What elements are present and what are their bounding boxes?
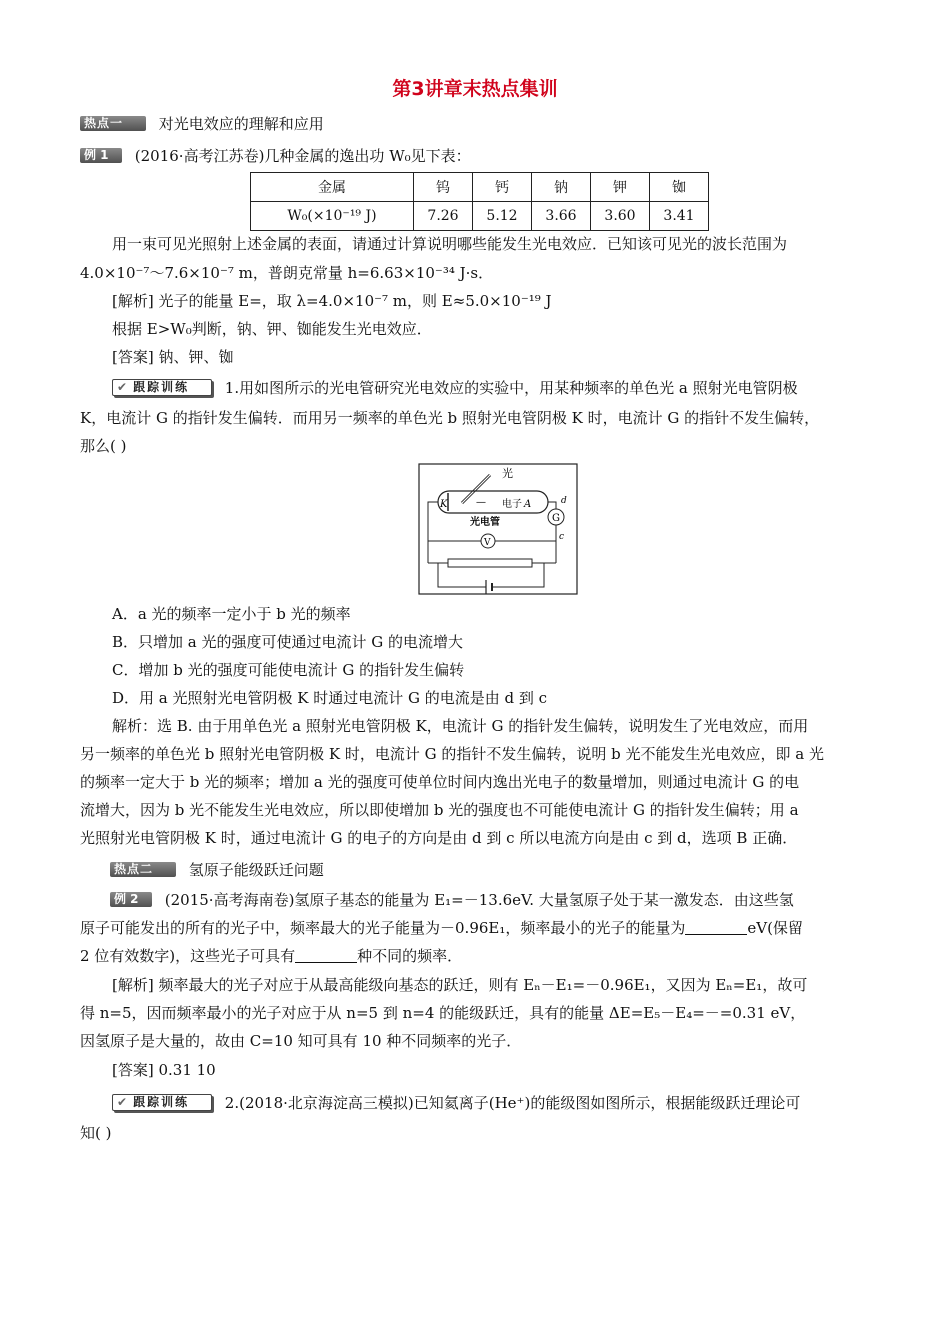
training-text: 那么( ) [80, 437, 127, 455]
galvanometer-label: G [552, 513, 560, 524]
hot-point-heading: 氢原子能级跃迁问题 [188, 861, 324, 879]
table-cell: W₀(×10⁻¹⁹ J) [251, 202, 414, 231]
training-badge: ✔ 跟踪训练 [112, 379, 212, 396]
answer-blank [685, 920, 747, 935]
solution-line: [解析] 频率最大的光子对应于从最高能级向基态的跃迁，则有 Eₙ－E₁=－0.96E₁，又因为 Eₙ=E₁，故可 [112, 976, 808, 994]
example-text-part: 种不同的频率． [357, 947, 463, 965]
voltmeter-label: V [484, 538, 491, 548]
table-cell: 3.41 [650, 202, 709, 231]
training-badge: ✔ 跟踪训练 [112, 1094, 212, 1111]
table-cell: 3.60 [591, 202, 650, 231]
cathode-label: K [440, 499, 448, 510]
work-function-table [250, 172, 709, 231]
table-row [251, 173, 709, 202]
solution-line: 解析：选 B. 由于用单色光 a 照射光电管阴极 K，电流计 G 的指针发生偏转，说明发生了光电效应，而用 [112, 717, 809, 735]
example-2-stem [110, 890, 794, 910]
node-d-label: d [561, 496, 567, 506]
answer-line: [答案] 0.31 10 [112, 1061, 216, 1079]
hot-point-1 [80, 114, 324, 134]
training-text: K，电流计 G 的指针发生偏转．而用另一频率的单色光 b 照射光电管阴极 K 时，电流计 G 的指针不发生偏转， [80, 409, 820, 427]
hot-point-2 [110, 860, 324, 880]
option-c: C．增加 b 光的强度可能使电流计 G 的指针发生偏转 [112, 661, 465, 679]
table-cell: 铷 [650, 173, 709, 202]
hot-point-badge: 热点一 [80, 116, 146, 131]
table-cell: 钠 [532, 173, 591, 202]
hot-point-heading: 对光电效应的理解和应用 [158, 115, 324, 133]
example-stem: (2015·高考海南卷)氢原子基态的能量为 E₁=－13.6eV. 大量氢原子处于某一激发态．由这些氢 [164, 891, 794, 909]
answer-blank [295, 948, 357, 963]
option-b: B．只增加 a 光的强度可使通过电流计 G 的电流增大 [112, 633, 464, 651]
example-text-part: 原子可能发出的所有的光子中，频率最大的光子能量为－0.96E₁，频率最小的光子的能量为 [80, 919, 686, 937]
solution-line: [解析] 光子的能量 E=，取 λ=4.0×10⁻⁷ m，则 E≈5.0×10⁻¹⁹ J [112, 292, 552, 310]
example-1-stem [80, 146, 471, 166]
light-label: 光 [502, 467, 513, 480]
question-line: 4.0×10⁻⁷～7.6×10⁻⁷ m，普朗克常量 h=6.63×10⁻³⁴ J·s． [80, 264, 494, 282]
answer-line: [答案] 钠、钾、铷 [112, 348, 234, 366]
table-row [251, 202, 709, 231]
example-stem: (2016·高考江苏卷)几种金属的逸出功 W₀见下表： [134, 147, 471, 165]
table-cell: 钨 [414, 173, 473, 202]
table-cell: 金属 [251, 173, 414, 202]
solution-line: 光照射光电管阴极 K 时，通过电流计 G 的电子的方向是由 d 到 c 所以电流方向是由 c 到 d，选项 B 正确． [80, 829, 798, 847]
solution-line: 的频率一定大于 b 光的频率；增加 a 光的强度可使单位时间内逸出光电子的数量增加，则通过电流计 G 的电 [80, 773, 800, 791]
solution-line: 另一频率的单色光 b 照射光电管阴极 K 时，电流计 G 的指针不发生偏转，说明 b 光不能发生光电效应，即 a 光 [80, 745, 825, 763]
table-cell: 钾 [591, 173, 650, 202]
training-1-line [112, 378, 798, 398]
question-line: 用一束可见光照射上述金属的表面，请通过计算说明哪些能发生光电效应．已知该可见光的波长范围为 [112, 235, 788, 253]
solution-line: 根据 E>W₀判断，钠、钾、铷能发生光电效应． [112, 320, 432, 338]
solution-line: 得 n=5，因而频率最小的光子对应于从 n=5 到 n=4 的能级跃迁，具有的能量 ΔE=E₅－E₄=－=0.31 eV， [80, 1004, 806, 1022]
training-text: 1.用如图所示的光电管研究光电效应的实验中，用某种频率的单色光 a 照射光电管阴极 [224, 379, 798, 397]
example-text [80, 918, 803, 938]
phototube-circuit-diagram [418, 463, 578, 595]
option-d: D．用 a 光照射光电管阴极 K 时通过电流计 G 的电流是由 d 到 c [112, 689, 548, 707]
table-cell: 7.26 [414, 202, 473, 231]
table-cell: 5.12 [473, 202, 532, 231]
training-2-line [112, 1093, 800, 1113]
example-text [80, 946, 462, 966]
example-badge: 例 1 [80, 148, 122, 163]
example-text-part: 2 位有效数字)，这些光子可具有 [80, 947, 296, 965]
hot-point-badge: 热点二 [110, 862, 176, 877]
electron-label: 电子 [502, 499, 522, 510]
page-title: 第3讲章末热点集训 [392, 78, 558, 100]
minus-label: — [476, 497, 486, 508]
example-text-part: eV(保留 [747, 919, 803, 937]
table-cell: 3.66 [532, 202, 591, 231]
example-badge: 例 2 [110, 892, 152, 907]
option-a: A．a 光的频率一定小于 b 光的频率 [112, 605, 351, 623]
node-c-label: c [559, 532, 565, 542]
solution-line: 流增大，因为 b 光不能发生光电效应，所以即使增加 b 光的强度也不可能使电流计 G 的指针发生偏转；用 a [80, 801, 799, 819]
training-text: 2.(2018·北京海淀高三模拟)已知氦离子(He⁺)的能级图如图所示，根据能级跃迁理论可 [224, 1094, 801, 1112]
anode-label: A [524, 499, 532, 510]
training-text: 知( ) [80, 1124, 112, 1142]
solution-line: 因氢原子是大量的，故由 C=10 知可具有 10 种不同频率的光子． [80, 1032, 522, 1050]
tube-label: 光电管 [470, 517, 500, 528]
table-cell: 钙 [473, 173, 532, 202]
